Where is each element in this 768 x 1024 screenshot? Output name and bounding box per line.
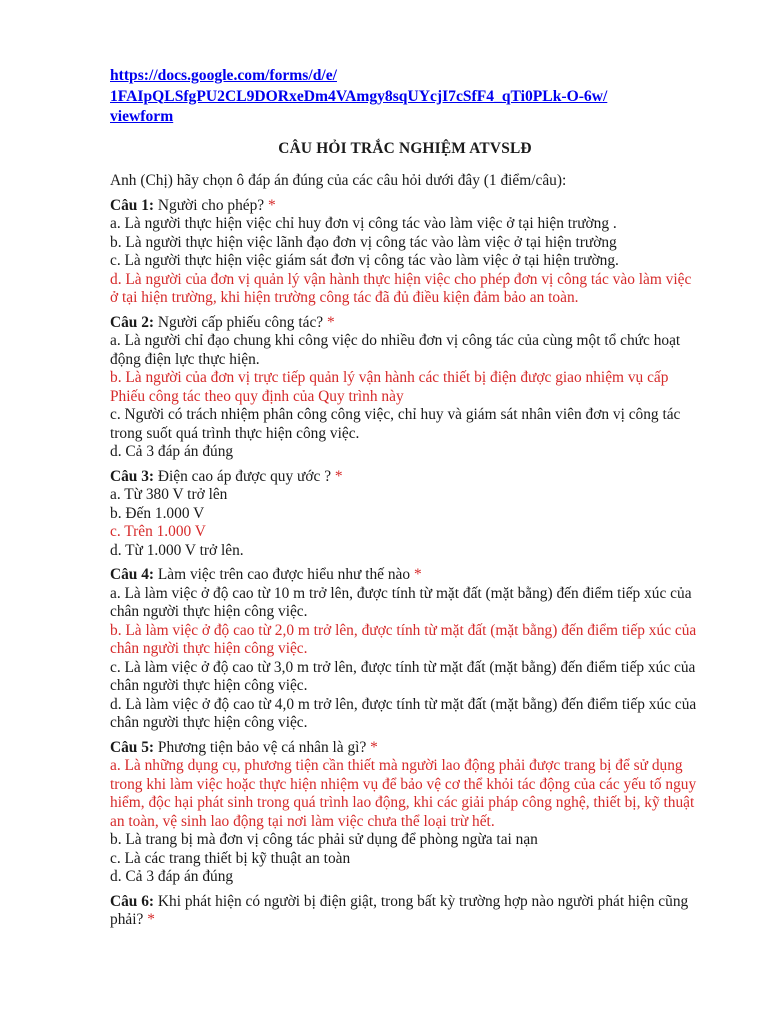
answer-option: b. Đến 1.000 V [110, 504, 205, 522]
question-heading [110, 468, 700, 487]
question-block [110, 893, 700, 930]
answer-option: d. Từ 1.000 V trở lên. [110, 541, 244, 559]
answer-option: a. Là người chỉ đạo chung khi công việc do nhiều đơn vị công tác của cùng một tổ chức hoạt động điện lực thực hiện. [110, 332, 681, 368]
question-number: Câu 1: [110, 196, 155, 214]
form-link[interactable] [110, 66, 700, 128]
answer-option: d. Cả 3 đáp án đúng [110, 443, 234, 460]
question-number: Câu 4: [110, 566, 155, 583]
question-number: Câu 5: [110, 738, 155, 756]
form-link-line: viewform [110, 108, 174, 125]
form-link-line: https://docs.google.com/forms/d/e/ [110, 67, 337, 84]
answer-option: c. Là người thực hiện việc giám sát đơn vị công tác vào làm việc ở tại hiện trường. [110, 252, 619, 269]
form-link-line: 1FAIpQLSfgPU2CL9DORxeDm4VAmgy8sqUYcjI7cSfF4_qTi0PLk-O-6w/ [110, 87, 608, 105]
question-block [110, 314, 700, 462]
intro-text: Anh (Chị) hãy chọn ô đáp án đúng của các câu hỏi dưới đây (1 điểm/câu): [110, 172, 567, 189]
answer-option: c. Người có trách nhiệm phân công công việc, chỉ huy và giám sát nhân viên đơn vị công tác trong suốt quá trình thực hiện công việc. [110, 406, 681, 442]
answer-option-correct: b. Là người của đơn vị trực tiếp quản lý vận hành các thiết bị điện được giao nhiệm vụ cấp Phiếu công tác theo quy định của Quy trình này [110, 369, 669, 405]
answer-option-correct: a. Là những dụng cụ, phương tiện cần thiết mà người lao động phải được trang bị để sử dụng trong khi làm việc hoặc thực hiện nhiệm vụ để bảo vệ cơ thể khỏi tác động của các yếu tố nguy hiểm, độc hại phát sinh trong quá trình lao động, khi các giải pháp công nghệ, thiết bị, kỹ thuật an toàn, vệ sinh lao động tại nơi làm việc chưa thể loại trừ hết. [110, 757, 697, 830]
required-asterisk: * [326, 313, 335, 331]
question-block [110, 739, 700, 887]
question-heading [110, 893, 700, 930]
question-heading [110, 566, 700, 585]
answer-option: a. Là người thực hiện việc chỉ huy đơn vị công tác vào làm việc ở tại hiện trường . [110, 215, 617, 232]
question-heading [110, 197, 700, 216]
answer-option-correct: c. Trên 1.000 V [110, 523, 206, 540]
question-text: Phương tiện bảo vệ cá nhân là gì? [157, 738, 367, 756]
question-heading [110, 314, 700, 333]
question-text: Khi phát hiện có người bị điện giật, trong bất kỳ trường hợp nào người phát hiện cũng phải? [110, 892, 689, 928]
required-asterisk: * [147, 911, 155, 928]
answer-option: a. Là làm việc ở độ cao từ 10 m trở lên, được tính từ mặt đất (mặt bằng) đến điểm tiếp xúc của chân người thực hiện công việc. [110, 584, 692, 620]
page-title: CÂU HỎI TRẮC NGHIỆM ATVSLĐ [278, 139, 532, 157]
question-number: Câu 2: [110, 313, 155, 331]
required-asterisk: * [413, 566, 422, 583]
question-text: Người cấp phiếu công tác? [157, 313, 324, 331]
question-text: Điện cao áp được quy ước ? [157, 467, 332, 485]
question-block [110, 566, 700, 733]
answer-option: c. Là làm việc ở độ cao từ 3,0 m trở lên, được tính từ mặt đất (mặt bằng) đến điểm tiếp xúc của chân người thực hiện công việc. [110, 658, 696, 694]
answer-option-correct: d. Là người của đơn vị quản lý vận hành thực hiện việc cho phép đơn vị công tác vào làm việc ở tại hiện trường, khi hiện trường công tác đã đủ điều kiện đảm bảo an toàn. [110, 270, 692, 306]
answer-option-correct: b. Là làm việc ở độ cao từ 2,0 m trở lên, được tính từ mặt đất (mặt bằng) đến điểm tiếp xúc của chân người thực hiện công việc. [110, 621, 697, 657]
answer-option: c. Là các trang thiết bị kỹ thuật an toàn [110, 849, 351, 867]
required-asterisk: * [370, 738, 378, 756]
required-asterisk: * [268, 196, 276, 214]
question-number: Câu 6: [110, 892, 155, 910]
answer-option: b. Là trang bị mà đơn vị công tác phải sử dụng để phòng ngừa tai nạn [110, 831, 538, 848]
question-block [110, 468, 700, 561]
answer-option: d. Là làm việc ở độ cao từ 4,0 m trở lên, được tính từ mặt đất (mặt bằng) đến điểm tiếp xúc của chân người thực hiện công việc. [110, 695, 697, 731]
question-list [110, 197, 700, 930]
answer-option: b. Là người thực hiện việc lãnh đạo đơn vị công tác vào làm việc ở tại hiện trường [110, 233, 617, 251]
required-asterisk: * [334, 467, 343, 485]
question-block [110, 197, 700, 308]
question-text: Người cho phép? [157, 196, 265, 214]
answer-option: d. Cả 3 đáp án đúng [110, 868, 234, 885]
document-page [110, 66, 700, 930]
answer-option: a. Từ 380 V trở lên [110, 486, 228, 503]
question-text: Làm việc trên cao được hiểu như thế nào [157, 566, 411, 583]
question-heading [110, 739, 700, 758]
question-number: Câu 3: [110, 467, 155, 485]
